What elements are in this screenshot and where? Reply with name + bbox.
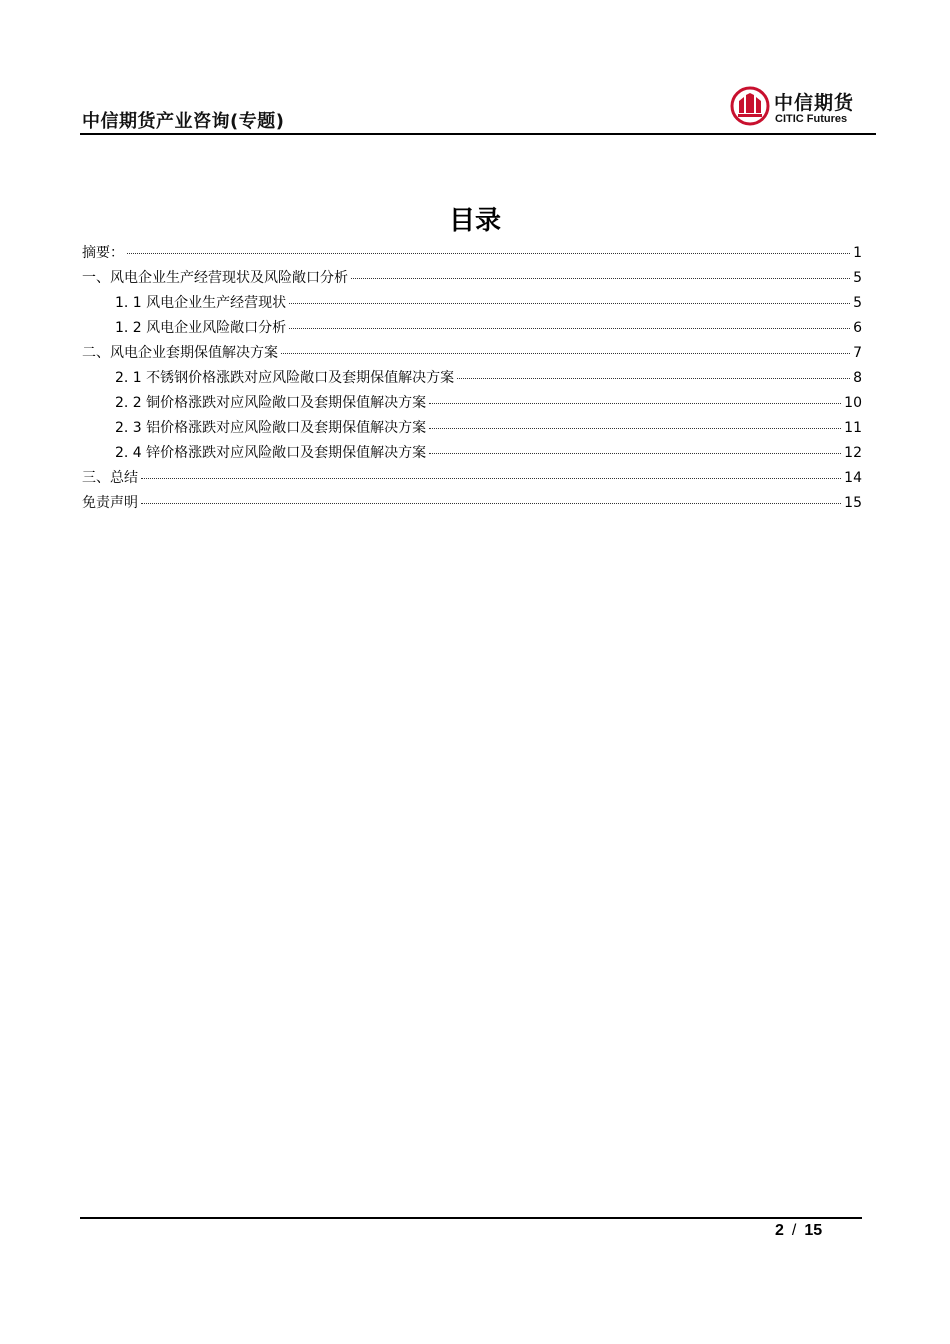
toc-entry[interactable] (82, 467, 862, 492)
toc-entry-title: 2. 4 锌价格涨跌对应风险敞口及套期保值解决方案 (115, 445, 427, 461)
toc-leader-dots (429, 452, 841, 454)
table-of-contents (82, 242, 862, 517)
toc-entry[interactable] (82, 242, 862, 267)
logo-english-name: CITIC Futures (775, 113, 848, 125)
toc-entry[interactable] (82, 442, 862, 467)
toc-leader-dots (141, 477, 841, 479)
toc-leader-dots (429, 427, 841, 429)
toc-entry[interactable] (82, 392, 862, 417)
citic-futures-logo (730, 86, 870, 130)
toc-leader-dots (127, 252, 850, 254)
current-page-number: 2 (775, 1222, 784, 1239)
toc-entry-title: 2. 3 铝价格涨跌对应风险敞口及套期保值解决方案 (115, 420, 427, 436)
toc-entry-page: 6 (853, 320, 862, 336)
toc-entry-title: 2. 2 铜价格涨跌对应风险敞口及套期保值解决方案 (115, 395, 427, 411)
toc-entry[interactable] (82, 317, 862, 342)
toc-leader-dots (351, 277, 850, 279)
toc-entry-title: 三、总结 (82, 470, 138, 486)
citic-logo-icon (730, 86, 770, 126)
toc-leader-dots (289, 327, 850, 329)
toc-entry-title: 1. 1 风电企业生产经营现状 (115, 295, 287, 311)
toc-entry-page: 11 (844, 420, 862, 436)
toc-entry-page: 5 (853, 295, 862, 311)
toc-entry[interactable] (82, 267, 862, 292)
toc-entry-page: 1 (853, 245, 862, 261)
toc-entry-title: 2. 1 不锈钢价格涨跌对应风险敞口及套期保值解决方案 (115, 370, 455, 386)
toc-entry-title: 1. 2 风电企业风险敞口分析 (115, 320, 287, 336)
toc-leader-dots (141, 502, 841, 504)
toc-entry-page: 8 (853, 370, 862, 386)
report-series-title: 中信期货产业咨询(专题) (82, 111, 285, 132)
toc-leader-dots (457, 377, 850, 379)
toc-entry-page: 12 (844, 445, 862, 461)
toc-leader-dots (429, 402, 841, 404)
toc-entry-page: 10 (844, 395, 862, 411)
toc-entry[interactable] (82, 417, 862, 442)
toc-heading: 目录 (448, 206, 501, 236)
toc-entry-page: 15 (844, 495, 862, 511)
logo-chinese-name: 中信期货 (774, 92, 855, 114)
toc-entry[interactable] (82, 292, 862, 317)
toc-entry-page: 14 (844, 470, 862, 486)
total-pages-number: 15 (804, 1222, 823, 1239)
toc-entry[interactable] (82, 492, 862, 517)
footer-divider (80, 1217, 862, 1219)
page-indicator (775, 1222, 822, 1240)
toc-entry-title: 摘要： (82, 245, 124, 261)
toc-leader-dots (281, 352, 850, 354)
toc-entry[interactable] (82, 367, 862, 392)
page-separator: / (791, 1222, 797, 1239)
toc-entry-title: 一、风电企业生产经营现状及风险敞口分析 (82, 270, 348, 286)
toc-entry-page: 5 (853, 270, 862, 286)
toc-entry-page: 7 (853, 345, 862, 361)
toc-entry[interactable] (82, 342, 862, 367)
header-divider (80, 133, 876, 135)
toc-entry-title: 二、风电企业套期保值解决方案 (82, 345, 278, 361)
toc-leader-dots (289, 302, 850, 304)
toc-entry-title: 免责声明 (82, 495, 138, 511)
